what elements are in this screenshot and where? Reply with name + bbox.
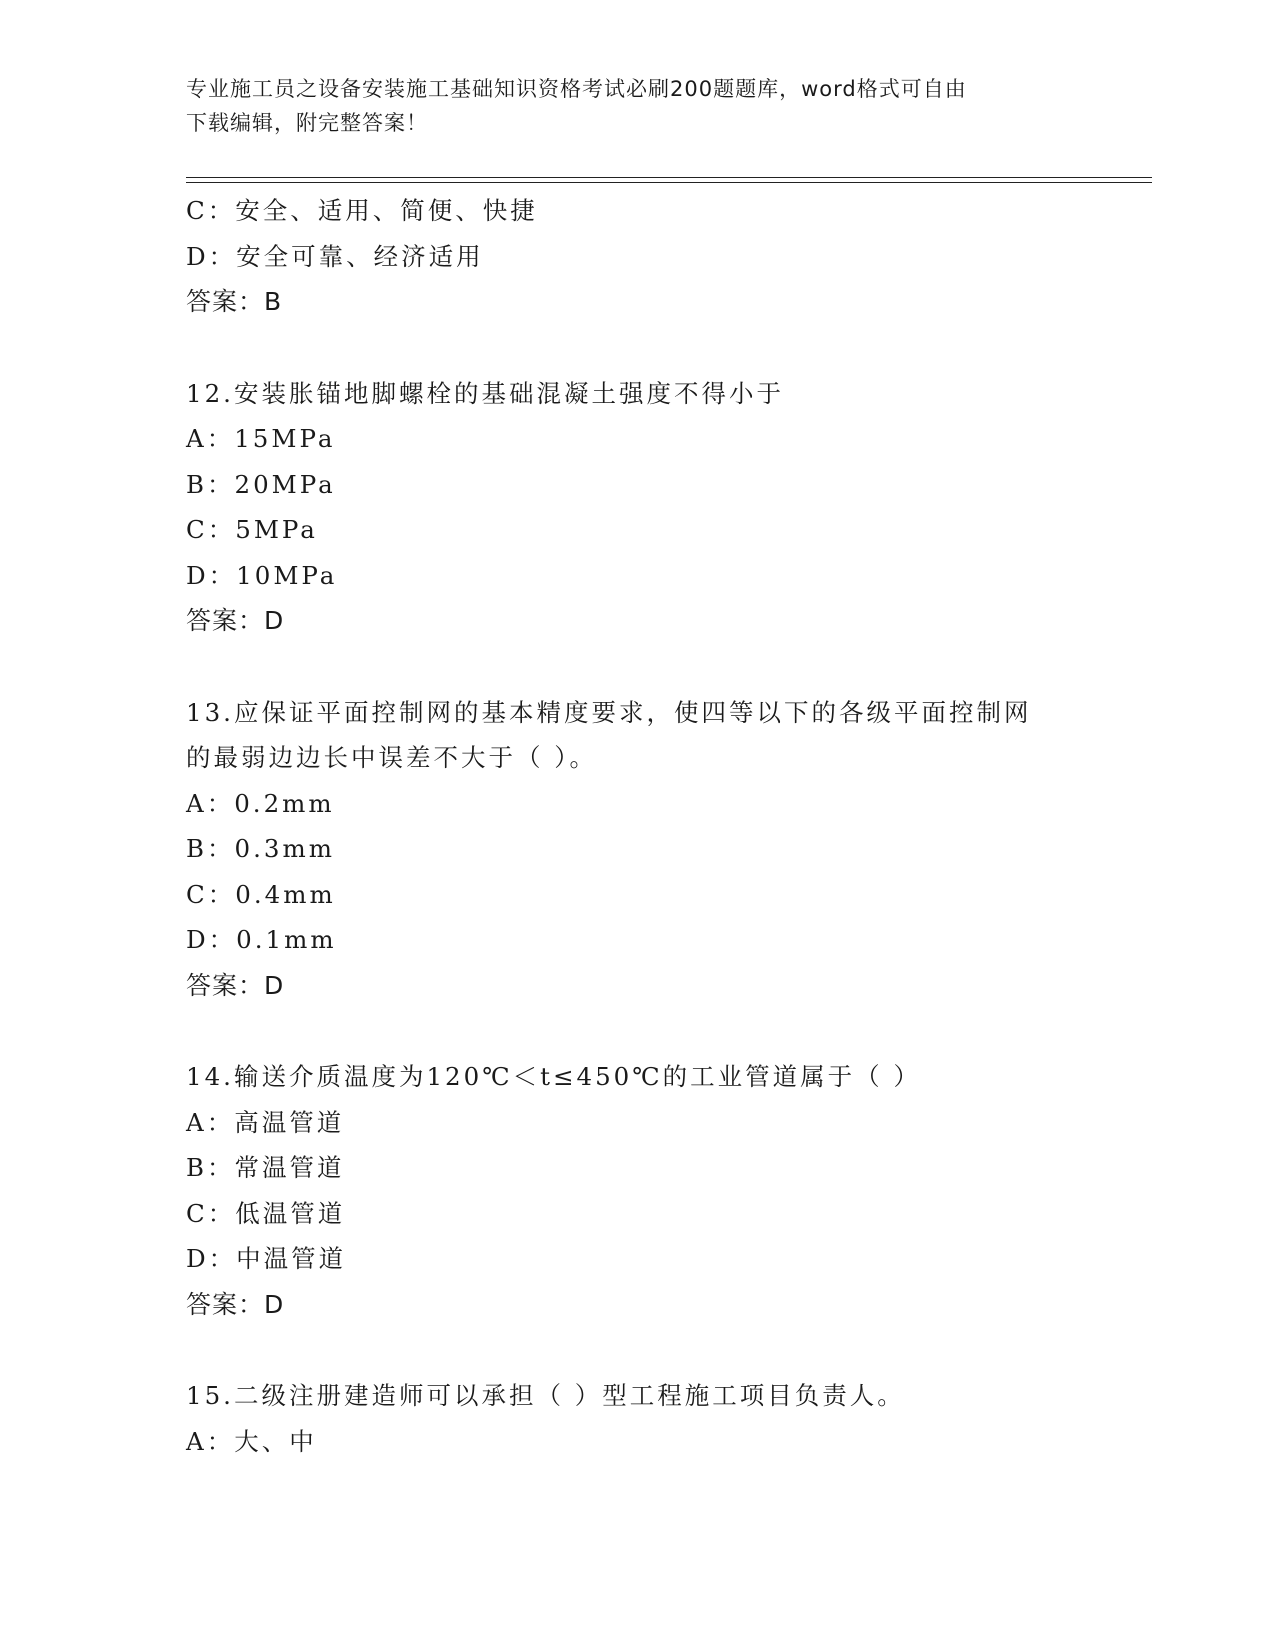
q14-option-d: D：中温管道 <box>186 1244 347 1273</box>
q14-option-c: C：低温管道 <box>186 1198 346 1228</box>
q11-answer: 答案：B <box>186 287 283 316</box>
q14-stem: 14.输送介质温度为120℃＜t≤450℃的工业管道属于（ ） <box>186 1062 921 1091</box>
q12-option-a: A：15MPa <box>186 424 336 453</box>
q13-stem-line-2: 的最弱边边长中误差不大于（ ）。 <box>186 743 598 772</box>
header-line-2: 下载编辑，附完整答案！ <box>186 111 428 135</box>
q12-answer: 答案：D <box>186 606 285 635</box>
q12-option-d: D：10MPa <box>186 560 338 590</box>
q13-option-b: B：0.3mm <box>186 834 335 863</box>
header-line-1: 专业施工员之设备安装施工基础知识资格考试必刷200题题库，word格式可自由 <box>186 77 967 101</box>
q15-option-a: A：大、中 <box>186 1426 317 1456</box>
q13-stem-line-1: 13.应保证平面控制网的基本精度要求，使四等以下的各级平面控制网 <box>186 697 1032 727</box>
q13-option-a: A：0.2mm <box>186 788 335 818</box>
header-divider-bottom <box>186 182 1152 183</box>
spacer <box>186 1008 1152 1054</box>
q11-option-d: D：安全可靠、经济适用 <box>186 241 484 271</box>
q13-answer: 答案：D <box>186 970 285 1000</box>
header-divider-top <box>186 177 1152 178</box>
q12-stem: 12.安装胀锚地脚螺栓的基础混凝土强度不得小于 <box>186 378 784 408</box>
spacer <box>186 325 1152 371</box>
q13-option-d: D：0.1mm <box>186 925 337 954</box>
q11-option-c: C：安全、适用、简便、快捷 <box>186 196 538 225</box>
spacer <box>186 1327 1152 1373</box>
q14-option-b: B：常温管道 <box>186 1153 345 1182</box>
q12-option-b: B：20MPa <box>186 469 336 499</box>
question-content <box>186 188 1152 1464</box>
q14-answer: 答案：D <box>186 1289 285 1319</box>
spacer <box>186 644 1152 690</box>
q13-option-c: C：0.4mm <box>186 879 336 909</box>
q12-option-c: C：5MPa <box>186 515 318 544</box>
q14-option-a: A：高温管道 <box>186 1107 345 1137</box>
q15-stem: 15.二级注册建造师可以承担（ ）型工程施工项目负责人。 <box>186 1381 905 1410</box>
document-header <box>186 72 1086 140</box>
